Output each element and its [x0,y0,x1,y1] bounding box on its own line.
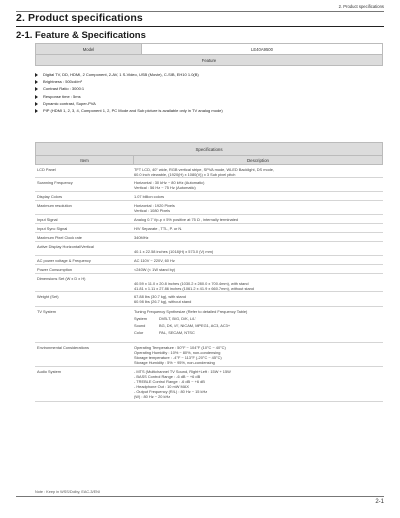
page-number: 2-1 [375,499,384,505]
bullet-arrow-icon [35,80,38,84]
spec-description [132,367,383,401]
feature-item [35,100,223,107]
model-value: LE40A9500 [142,44,383,55]
spec-description [132,292,383,306]
tv-system-key: Color [134,329,144,335]
spec-description-line: - MTS (Multichannel TV Sound, Right+Left : 15W + 15W [134,368,231,374]
spec-item-label: Active Display Horizontal/Vertical [37,243,94,249]
spec-description [132,274,383,291]
spec-description-line: (W) : 80 Hz ~ 20 kHz [134,393,171,399]
spec-description [132,178,383,191]
column-header-item: Item [36,156,134,164]
spec-row [35,233,383,242]
spec-description-line: 1.07 billion colors [134,193,165,199]
spec-row [35,242,383,256]
spec-description-line: 41.81 x 1.11 x 27.86 inches (1061.2 x 41.9 x 660.7mm), without stand [134,285,254,291]
spec-item-label: Input Signal [37,216,58,222]
spec-row [35,274,383,292]
model-feature-table [35,43,383,66]
spec-description-line: TFT LCD, 40" wide, RGB vertical stripe, SPVA mode, WLED Backlight, DS mode, [134,166,275,172]
spec-description-line: AC 110V ~ 220V, 60 Hz [134,257,175,263]
spec-item-label: Scanning Frequency [37,179,73,185]
feature-item [35,85,223,92]
spec-row [35,224,383,233]
spec-description [132,307,383,342]
spec-item-label: LCD Panel [37,166,56,172]
spec-item-label: Dimensions Set (W x D x H) [37,275,86,281]
spec-row [35,256,383,265]
model-row [36,44,383,55]
spec-description-line: 40.59 x 11.0 x 20.8 inches (1030.2 x 280.0 x 700.4mm), with stand [134,280,249,286]
spec-description-line: 60.0 inch viewable, (1920(H) x 1080(V)) x 3 Sub pixel pitch [134,171,236,177]
spec-description [132,256,383,264]
spec-description-line: Horizontal : 30 kHz ~ 80 kHz (Automatic) [134,179,205,185]
spec-row [35,292,383,307]
spec-row [35,367,383,402]
spec-description-line: Vertical : 56 Hz ~ 75 Hz (Automatic) [134,184,196,190]
spec-item-label: Environmental Considerations [37,344,89,350]
spec-description [132,215,383,223]
section-title: 2. Product specifications [16,12,143,24]
spec-description-line: 340MHz [134,234,149,240]
feature-text: Contrast Ratio : 3000:1 [43,86,85,92]
spec-description [132,265,383,273]
bullet-arrow-icon [35,73,38,77]
spec-item-label: TV System [37,308,57,314]
spec-table-header [35,155,383,165]
spec-description-line: Operating Temperature : 50°F ~ 104°F (10°C ~ 40°C) [134,344,226,350]
feature-item [35,107,223,114]
bullet-arrow-icon [35,109,38,113]
feature-item [35,93,223,100]
spec-description [132,201,383,214]
spec-item-label: Input Sync Signal [37,225,68,231]
spec-item-label: Maximum Pixel Clock rate [37,234,82,240]
spec-description-line: 40.1 x 22.58 inches (1018(H) x 573.0 (V) mm) [134,248,214,254]
spec-description-line: <240W (< 1W stand by) [134,266,176,272]
spec-description-line: 60.98 lbs (26.7 kg), without stand [134,298,192,304]
column-header-description: Description [247,158,269,163]
spec-description-line: - TREBLE Control Range : -6 dB ~ +6 dB [134,378,205,384]
spec-description [132,192,383,200]
spec-description-line: - Headphone Out : 10 mW MAX [134,383,189,389]
spec-item-label: Audio System [37,368,62,374]
spec-row [35,178,383,192]
tv-system-details [134,309,381,335]
spec-description [132,233,383,241]
spec-row [35,201,383,215]
spec-item-label: Power Consumption [37,266,73,272]
spec-description [132,343,383,366]
spec-row [35,343,383,367]
spec-description-line: - BASS Control Range : -6 dB ~ +6 dB [134,373,201,379]
feature-header-row [36,55,383,66]
specifications-title: Specifications [36,143,383,157]
spec-description-line: Vertical : 1080 Pixels [134,207,171,213]
note: Note : Keep in WSS/Dolby, EAC-3/ENI [35,490,100,494]
feature-text: Dynamic contrast, Super-PVA [43,100,96,106]
feature-text: PIP (HDMI 1, 2, 3, 4, Component 1, 2, PC Mode and Sub picture is available only in TV analog mode) [43,107,223,113]
spec-row [35,165,383,178]
spec-description-line: Operating Humidity : 10% ~ 80%, non-condensing [134,349,221,355]
spec-description-line: H/V Separate , TTL, P. or N. [134,225,183,231]
spec-item-label: Weight (Set) [37,293,59,299]
spec-description-line: Storage temperature : -4°F ~ 113°F (-20°C ~ 45°C) [134,354,222,360]
tv-system-value: DVB-T, B/G, D/K, L/L' [159,315,197,321]
title-divider [16,26,384,27]
tv-tuning-line: Tuning Frequency Synthesize (Refer to detailed Frequency Table) [134,308,248,314]
spec-row [35,215,383,224]
feature-header: Feature [36,55,383,66]
spec-description [132,165,383,177]
spec-row [35,192,383,201]
model-label: Model [36,44,142,55]
spec-description-line: Analog 0.7 Vp-p ± 5% positive at 75 Ω , internally terminated [134,216,239,222]
spec-description-line: Storage Humidity : 5% ~ 95%, non-condensing [134,359,215,365]
subsection-title: 2-1. Feature & Specifications [16,30,146,41]
spec-description-line: - Output Frequency (R/L) : 80 Hz ~ 15 kHz [134,388,208,394]
spec-description [132,242,383,255]
feature-list [35,71,223,114]
feature-text: Digital TV, DD, HDMI, 2 Component, 2-AV, 1 S-Video, USB (Movie), C-SIB, EH10 1.0(B) [43,72,199,77]
feature-item [35,71,223,78]
spec-description-line: Horizontal : 1920 Pixels [134,202,175,208]
feature-text: Response time : 5ms [43,93,81,99]
tv-system-key: System [134,315,147,321]
bullet-arrow-icon [35,102,38,106]
running-header: 2. Product specifications [338,4,384,9]
bottom-divider [16,496,384,497]
spec-item-label: AC power voltage & Frequency [37,257,91,263]
spec-item-label: Display Colors [37,193,63,199]
spec-description [132,224,383,232]
spec-item-label: Maximum resolution [37,202,72,208]
spec-row [35,307,383,343]
spec-table-body [35,165,383,402]
tv-system-value: PAL, SECAM, NTSC [159,329,195,335]
tv-system-value: BG, DK, I/I', NICAM, MPEG1, AC3, AC3+ [159,322,231,328]
spec-description-line: 67.88 lbs (30.7 kg), with stand [134,293,186,299]
bullet-arrow-icon [35,87,38,91]
bullet-arrow-icon [35,95,38,99]
spec-row [35,265,383,274]
feature-text: Brightness : 500cd/m² [43,79,82,85]
feature-item [35,78,223,85]
tv-system-key: Sound [134,322,146,328]
